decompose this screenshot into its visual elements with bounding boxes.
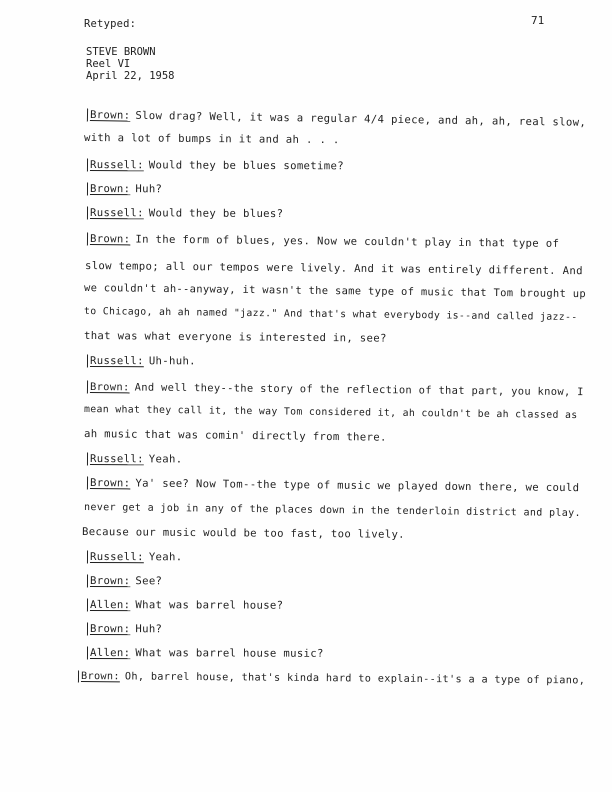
speaker-name: Russell: [89, 355, 144, 368]
speaker-name: Brown: [89, 477, 131, 490]
transcript-line [87, 232, 559, 251]
speaker-name: Brown: [80, 671, 120, 683]
transcript-line [84, 428, 387, 444]
transcript-line [87, 476, 580, 495]
line-text: that was what everyone is interested in, see? [83, 330, 387, 345]
speaker-label [87, 232, 132, 246]
interview-date: April 22, 1958 [86, 70, 175, 82]
transcript-line [87, 598, 283, 613]
transcript-line [87, 574, 162, 588]
line-text: Huh? [135, 183, 163, 196]
line-text: What was barrel house? [135, 599, 284, 612]
speaker-name: Russell: [89, 551, 144, 564]
transcript-line [87, 452, 183, 466]
speaker-label [87, 354, 145, 368]
line-text: with a lot of bumps in it and ah . . . [83, 132, 340, 147]
speaker-label [87, 380, 131, 394]
line-text: What was barrel house music? [135, 647, 324, 660]
transcript-line [84, 132, 340, 146]
transcript-line [87, 158, 344, 173]
speaker-label [87, 598, 131, 612]
line-text: Ya' see? Now Tom--the type of music we played down there, we could [135, 477, 580, 495]
transcript-line [84, 404, 578, 421]
line-text: ah music that was comin' directly from there. [83, 428, 387, 444]
speaker-label [87, 452, 145, 466]
reel-number: Reel VI [86, 58, 131, 70]
retyped-label: Retyped: [84, 18, 137, 30]
transcript-line [85, 260, 583, 277]
line-text: Uh-huh. [148, 355, 196, 368]
speaker-label [87, 108, 132, 123]
page-number: 71 [531, 14, 545, 27]
transcript-line [87, 646, 324, 661]
line-text: slow tempo; all our tempos were lively. And it was entirely different. And [84, 260, 583, 278]
speaker-name: Russell: [89, 159, 144, 172]
speaker-name: Brown: [89, 575, 131, 588]
line-text: Slow drag? Well, it was a regular 4/4 piece, and ah, ah, real slow, [135, 109, 587, 129]
transcript-line [87, 622, 162, 636]
transcript-line [87, 108, 586, 130]
line-text: See? [135, 575, 163, 588]
transcript-line [87, 354, 196, 368]
transcript-line [87, 206, 283, 221]
speaker-label [87, 158, 145, 172]
line-text: Huh? [135, 623, 163, 636]
line-text: Yeah. [148, 551, 183, 564]
transcript-line [84, 502, 581, 519]
speaker-name: Allen: [89, 647, 131, 660]
line-text: never get a job in any of the places down in the tenderloin district and play. [83, 502, 581, 520]
speaker-label [87, 622, 131, 636]
speaker-name: Allen: [89, 599, 131, 612]
transcript-line [87, 380, 584, 399]
line-text: we couldn't ah--anyway, it wasn't the same type of music that Tom brought up [83, 282, 587, 301]
line-text: Would they be blues sometime? [148, 159, 344, 173]
transcript-line [87, 550, 183, 564]
speaker-name: Brown: [89, 381, 130, 394]
speaker-label [87, 182, 131, 196]
speaker-label [87, 476, 132, 490]
line-text: mean what they call it, the way Tom considered it, ah couldn't be ah classed as [83, 404, 578, 422]
line-text: Because our music would be too fast, too lively. [81, 526, 405, 541]
speaker-name: Russell: [89, 453, 144, 466]
speaker-name: Russell: [89, 207, 144, 220]
speaker-label [87, 646, 131, 660]
speaker-label [87, 550, 145, 564]
transcript-line [78, 670, 585, 687]
transcript-line [84, 282, 586, 300]
transcript-line [82, 526, 405, 541]
line-text: Yeah. [148, 453, 183, 466]
interviewee-name: STEVE BROWN [86, 46, 156, 58]
transcript-line [87, 182, 162, 196]
speaker-label [87, 574, 131, 588]
transcript-line [84, 330, 387, 345]
speaker-label [78, 670, 121, 683]
speaker-label [87, 206, 145, 220]
line-text: And well they--the story of the reflection of that part, you know, I [134, 381, 584, 399]
line-text: Would they be blues? [148, 207, 284, 221]
speaker-name: Brown: [89, 233, 131, 246]
speaker-name: Brown: [89, 623, 131, 636]
line-text: to Chicago, ah ah named "jazz." And that's what everybody is--and called jazz-- [83, 306, 578, 324]
line-text: In the form of blues, yes. Now we couldn't play in that type of [135, 233, 560, 250]
speaker-name: Brown: [89, 183, 131, 196]
speaker-name: Brown: [89, 109, 131, 122]
line-text: Oh, barrel house, that's kinda hard to explain--it's a a type of piano, [124, 671, 586, 687]
transcript-line [84, 306, 578, 323]
